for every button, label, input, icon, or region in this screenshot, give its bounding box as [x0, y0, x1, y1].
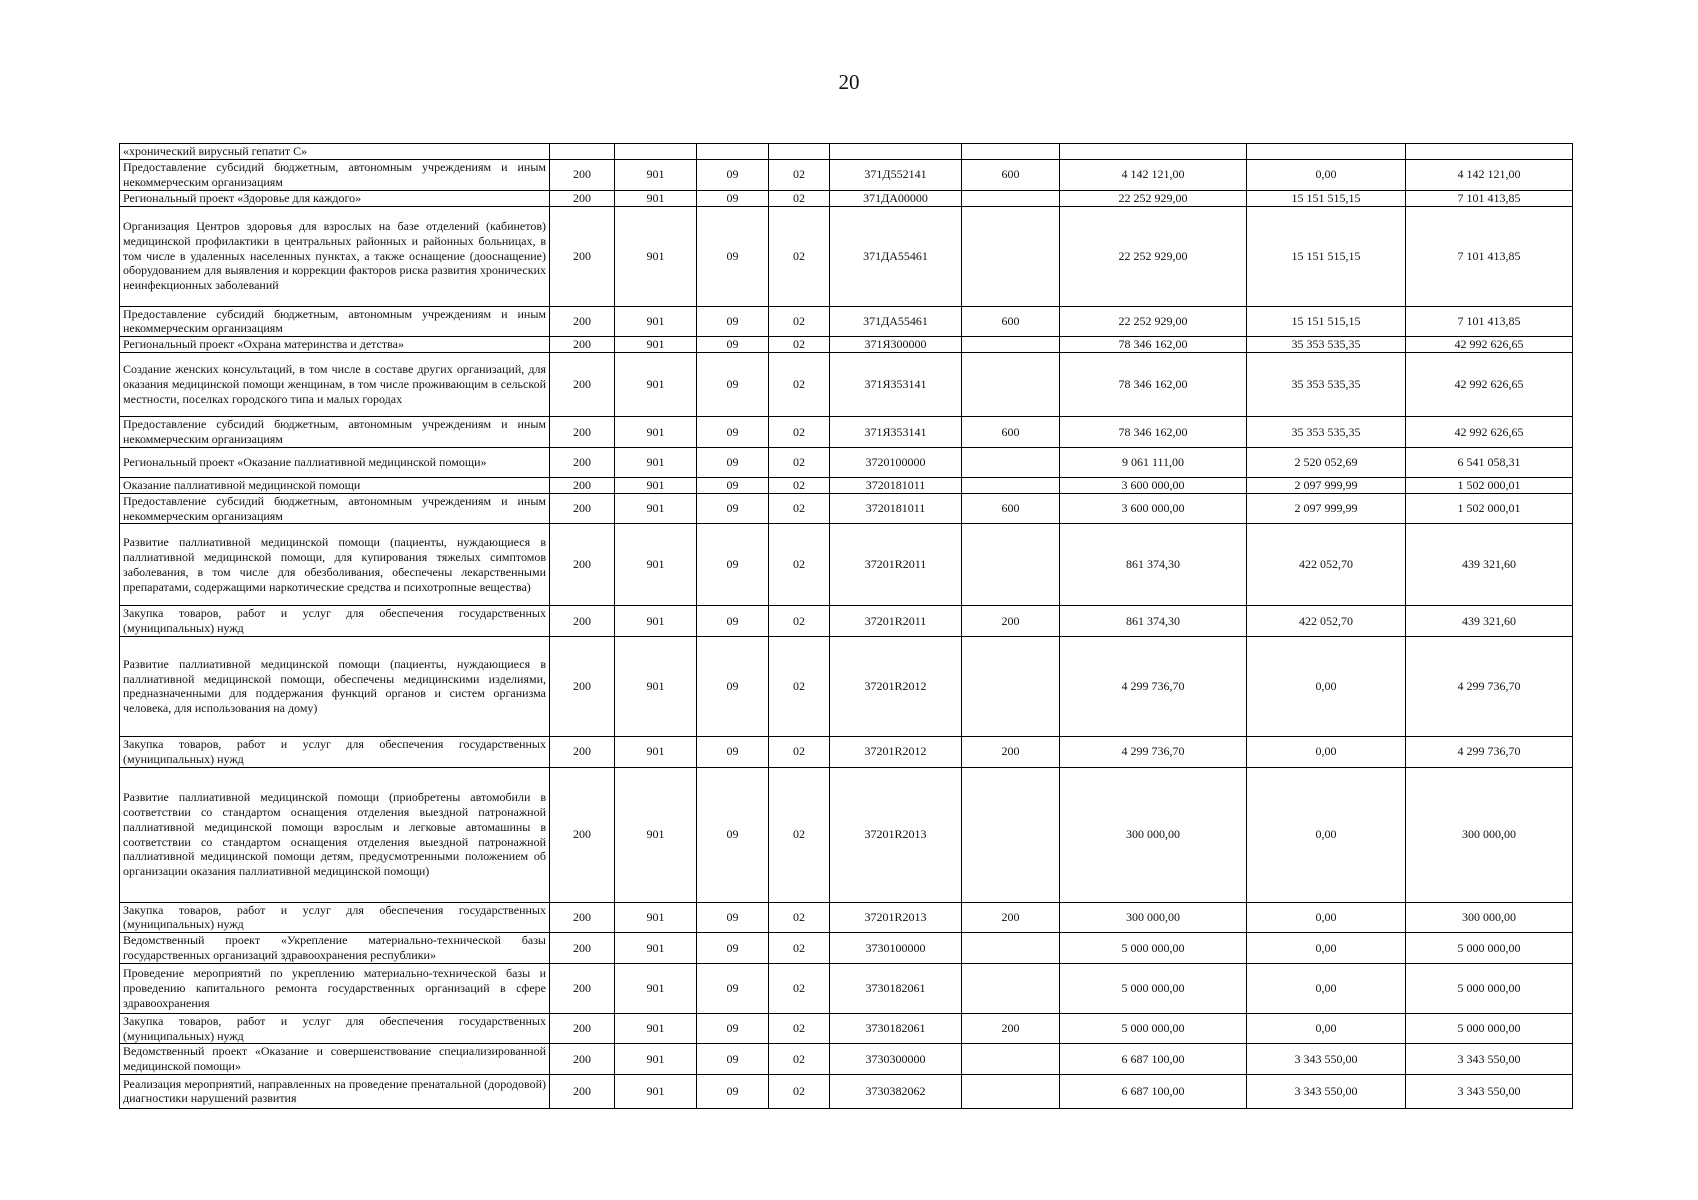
row-federal: 0,00	[1247, 933, 1406, 964]
row-csr: 37201R2013	[830, 902, 962, 933]
row-gbs: 200	[550, 1044, 615, 1075]
row-csr: 371Я353141	[830, 417, 962, 448]
row-regional: 42 992 626,65	[1406, 417, 1573, 448]
row-pr: 02	[769, 206, 830, 306]
row-gbs: 200	[550, 902, 615, 933]
row-federal: 0,00	[1247, 636, 1406, 736]
row-csr: 3730382062	[830, 1074, 962, 1108]
row-name: Реализация мероприятий, направленных на проведение пренатальной (дородовой) диагностики нарушений развития	[120, 1074, 550, 1108]
row-federal: 0,00	[1247, 767, 1406, 902]
row-name: Ведомственный проект «Оказание и совершенствование специализированной медицинской помощи»	[120, 1044, 550, 1075]
row-total: 78 346 162,00	[1060, 353, 1247, 417]
row-vr: 600	[962, 417, 1060, 448]
row-ved: 901	[615, 160, 697, 191]
table-row	[120, 1013, 1573, 1044]
row-total: 861 374,30	[1060, 606, 1247, 637]
row-gbs: 200	[550, 767, 615, 902]
row-name: Региональный проект «Здоровье для каждого»	[120, 190, 550, 206]
row-vr	[962, 190, 1060, 206]
row-csr: 371Я353141	[830, 353, 962, 417]
row-regional: 7 101 413,85	[1406, 206, 1573, 306]
table-row	[120, 337, 1573, 353]
row-total: 5 000 000,00	[1060, 963, 1247, 1013]
row-csr: 371ДА00000	[830, 190, 962, 206]
row-ved: 901	[615, 767, 697, 902]
row-ved: 901	[615, 337, 697, 353]
row-federal: 0,00	[1247, 1013, 1406, 1044]
row-total: 6 687 100,00	[1060, 1044, 1247, 1075]
row-ved: 901	[615, 417, 697, 448]
row-ved: 901	[615, 1013, 697, 1044]
table-row	[120, 306, 1573, 337]
row-federal	[1247, 144, 1406, 160]
row-csr: 371Д552141	[830, 160, 962, 191]
row-vr	[962, 206, 1060, 306]
row-rz: 09	[697, 963, 769, 1013]
row-gbs: 200	[550, 493, 615, 524]
row-rz: 09	[697, 1074, 769, 1108]
page-number: 20	[838, 70, 860, 94]
table-row	[120, 636, 1573, 736]
table-row	[120, 190, 1573, 206]
row-pr: 02	[769, 933, 830, 964]
row-pr	[769, 144, 830, 160]
row-name: Развитие паллиативной медицинской помощи (пациенты, нуждающиеся в паллиативной медицинской помощи, для купирования тяжелых симптомов заболевания, в том числе для обезболивания, обеспечены лекарственными препаратами, содержащими наркотические средства и психотропные вещества)	[120, 524, 550, 606]
row-total: 5 000 000,00	[1060, 1013, 1247, 1044]
table-row	[120, 902, 1573, 933]
row-pr: 02	[769, 767, 830, 902]
row-total: 300 000,00	[1060, 902, 1247, 933]
row-rz: 09	[697, 493, 769, 524]
budget-table	[119, 143, 1573, 1109]
row-vr	[962, 767, 1060, 902]
row-total: 78 346 162,00	[1060, 337, 1247, 353]
row-csr: 371ДА55461	[830, 306, 962, 337]
row-ved: 901	[615, 736, 697, 767]
row-rz: 09	[697, 767, 769, 902]
row-federal: 35 353 535,35	[1247, 337, 1406, 353]
row-regional: 42 992 626,65	[1406, 337, 1573, 353]
row-pr: 02	[769, 1044, 830, 1075]
row-vr	[962, 636, 1060, 736]
row-ved: 901	[615, 524, 697, 606]
row-regional: 3 343 550,00	[1406, 1074, 1573, 1108]
row-name: Оказание паллиативной медицинской помощи	[120, 477, 550, 493]
row-vr	[962, 337, 1060, 353]
row-rz: 09	[697, 337, 769, 353]
row-name: Организация Центров здоровья для взрослых на базе отделений (кабинетов) медицинской профилактики в центральных районных и районных больницах, в том числе в удаленных населенных пунктах, а также оснащение (дооснащение) оборудованием для выявления и коррекции факторов риска развития хронических неинфекционных заболеваний	[120, 206, 550, 306]
table-row	[120, 524, 1573, 606]
row-ved	[615, 144, 697, 160]
row-rz: 09	[697, 306, 769, 337]
table-row	[120, 1044, 1573, 1075]
row-vr: 200	[962, 1013, 1060, 1044]
row-regional: 4 142 121,00	[1406, 160, 1573, 191]
row-vr: 200	[962, 606, 1060, 637]
row-total: 861 374,30	[1060, 524, 1247, 606]
row-ved: 901	[615, 353, 697, 417]
row-vr: 600	[962, 160, 1060, 191]
row-vr	[962, 963, 1060, 1013]
row-regional: 1 502 000,01	[1406, 477, 1573, 493]
row-name: Развитие паллиативной медицинской помощи (приобретены автомобили в соответствии со стандартом оснащения отделения выездной патронажной паллиативной медицинской помощи взрослым и легковые автомашины в соответствии со стандартом оснащения отделения выездной патронажной паллиативной медицинской помощи детям, предусмотренными положением об организации оказания паллиативной медицинской помощи)	[120, 767, 550, 902]
row-name: Предоставление субсидий бюджетным, автономным учреждениям и иным некоммерческим организациям	[120, 417, 550, 448]
row-regional: 5 000 000,00	[1406, 933, 1573, 964]
row-regional: 7 101 413,85	[1406, 306, 1573, 337]
row-rz: 09	[697, 447, 769, 477]
row-csr: 37201R2013	[830, 767, 962, 902]
row-rz: 09	[697, 736, 769, 767]
row-regional: 4 299 736,70	[1406, 636, 1573, 736]
row-pr: 02	[769, 477, 830, 493]
row-pr: 02	[769, 902, 830, 933]
row-regional: 5 000 000,00	[1406, 963, 1573, 1013]
row-gbs: 200	[550, 447, 615, 477]
row-federal: 422 052,70	[1247, 524, 1406, 606]
row-csr: 3730182061	[830, 1013, 962, 1044]
row-name: «хронический вирусный гепатит С»	[120, 144, 550, 160]
row-regional: 6 541 058,31	[1406, 447, 1573, 477]
row-ved: 901	[615, 636, 697, 736]
row-name: Региональный проект «Охрана материнства и детства»	[120, 337, 550, 353]
row-csr: 37201R2012	[830, 736, 962, 767]
row-rz: 09	[697, 902, 769, 933]
row-vr	[962, 477, 1060, 493]
row-gbs: 200	[550, 963, 615, 1013]
row-gbs: 200	[550, 160, 615, 191]
row-gbs	[550, 144, 615, 160]
row-total: 3 600 000,00	[1060, 477, 1247, 493]
table-row	[120, 736, 1573, 767]
row-name: Создание женских консультаций, в том числе в составе других организаций, для оказания медицинской помощи женщинам, в том числе проживающим в сельской местности, поселках городского типа и малых городах	[120, 353, 550, 417]
row-vr	[962, 447, 1060, 477]
row-rz: 09	[697, 160, 769, 191]
row-regional: 42 992 626,65	[1406, 353, 1573, 417]
row-regional: 439 321,60	[1406, 606, 1573, 637]
row-regional	[1406, 144, 1573, 160]
row-ved: 901	[615, 306, 697, 337]
row-pr: 02	[769, 306, 830, 337]
row-vr	[962, 933, 1060, 964]
row-ved: 901	[615, 493, 697, 524]
row-name: Развитие паллиативной медицинской помощи (пациенты, нуждающиеся в паллиативной медицинской помощи, обеспечены медицинскими изделиями, предназначенными для поддержания функций органов и систем организма человека, для использования на дому)	[120, 636, 550, 736]
row-rz	[697, 144, 769, 160]
table-row	[120, 963, 1573, 1013]
row-total: 5 000 000,00	[1060, 933, 1247, 964]
row-name: Ведомственный проект «Укрепление материально-технической базы государственных организаций здравоохранения республики»	[120, 933, 550, 964]
row-gbs: 200	[550, 524, 615, 606]
table-row	[120, 1074, 1573, 1108]
row-csr: 371Я300000	[830, 337, 962, 353]
row-federal: 35 353 535,35	[1247, 417, 1406, 448]
table-body	[120, 144, 1573, 1109]
row-pr: 02	[769, 1074, 830, 1108]
row-vr: 600	[962, 306, 1060, 337]
row-vr	[962, 524, 1060, 606]
row-rz: 09	[697, 417, 769, 448]
row-regional: 5 000 000,00	[1406, 1013, 1573, 1044]
row-federal: 0,00	[1247, 160, 1406, 191]
row-pr: 02	[769, 493, 830, 524]
row-gbs: 200	[550, 417, 615, 448]
row-total: 22 252 929,00	[1060, 206, 1247, 306]
row-ved: 901	[615, 933, 697, 964]
table-row	[120, 477, 1573, 493]
row-federal: 2 520 052,69	[1247, 447, 1406, 477]
row-pr: 02	[769, 353, 830, 417]
row-rz: 09	[697, 524, 769, 606]
row-pr: 02	[769, 963, 830, 1013]
row-gbs: 200	[550, 1013, 615, 1044]
row-federal: 0,00	[1247, 902, 1406, 933]
row-federal: 15 151 515,15	[1247, 206, 1406, 306]
row-name: Проведение мероприятий по укреплению материально-технической базы и проведению капитального ремонта государственных организаций в сфере здравоохранения	[120, 963, 550, 1013]
row-pr: 02	[769, 160, 830, 191]
row-vr: 200	[962, 736, 1060, 767]
row-name: Предоставление субсидий бюджетным, автономным учреждениям и иным некоммерческим организациям	[120, 160, 550, 191]
row-rz: 09	[697, 1013, 769, 1044]
row-total	[1060, 144, 1247, 160]
row-regional: 7 101 413,85	[1406, 190, 1573, 206]
row-rz: 09	[697, 933, 769, 964]
row-regional: 300 000,00	[1406, 902, 1573, 933]
row-rz: 09	[697, 190, 769, 206]
row-rz: 09	[697, 636, 769, 736]
row-total: 300 000,00	[1060, 767, 1247, 902]
row-gbs: 200	[550, 206, 615, 306]
row-pr: 02	[769, 524, 830, 606]
row-gbs: 200	[550, 636, 615, 736]
row-federal: 15 151 515,15	[1247, 190, 1406, 206]
row-pr: 02	[769, 447, 830, 477]
row-pr: 02	[769, 337, 830, 353]
row-name: Региональный проект «Оказание паллиативной медицинской помощи»	[120, 447, 550, 477]
row-rz: 09	[697, 353, 769, 417]
row-total: 9 061 111,00	[1060, 447, 1247, 477]
row-federal: 0,00	[1247, 963, 1406, 1013]
row-gbs: 200	[550, 477, 615, 493]
row-federal: 2 097 999,99	[1247, 493, 1406, 524]
table-row	[120, 353, 1573, 417]
row-vr	[962, 353, 1060, 417]
row-name: Предоставление субсидий бюджетным, автономным учреждениям и иным некоммерческим организациям	[120, 306, 550, 337]
row-ved: 901	[615, 1044, 697, 1075]
row-ved: 901	[615, 206, 697, 306]
row-federal: 3 343 550,00	[1247, 1074, 1406, 1108]
table-row	[120, 144, 1573, 160]
row-name: Предоставление субсидий бюджетным, автономным учреждениям и иным некоммерческим организациям	[120, 493, 550, 524]
row-name: Закупка товаров, работ и услуг для обеспечения государственных (муниципальных) нужд	[120, 736, 550, 767]
row-regional: 1 502 000,01	[1406, 493, 1573, 524]
row-csr: 37201R2012	[830, 636, 962, 736]
row-gbs: 200	[550, 1074, 615, 1108]
row-csr: 3730100000	[830, 933, 962, 964]
row-ved: 901	[615, 477, 697, 493]
row-csr: 3720100000	[830, 447, 962, 477]
row-gbs: 200	[550, 190, 615, 206]
row-rz: 09	[697, 606, 769, 637]
row-total: 4 299 736,70	[1060, 736, 1247, 767]
row-regional: 3 343 550,00	[1406, 1044, 1573, 1075]
row-federal: 2 097 999,99	[1247, 477, 1406, 493]
row-rz: 09	[697, 206, 769, 306]
row-federal: 35 353 535,35	[1247, 353, 1406, 417]
row-pr: 02	[769, 1013, 830, 1044]
row-csr: 37201R2011	[830, 524, 962, 606]
row-total: 6 687 100,00	[1060, 1074, 1247, 1108]
row-regional: 4 299 736,70	[1406, 736, 1573, 767]
row-vr	[962, 1074, 1060, 1108]
row-name: Закупка товаров, работ и услуг для обеспечения государственных (муниципальных) нужд	[120, 1013, 550, 1044]
row-total: 3 600 000,00	[1060, 493, 1247, 524]
table-row	[120, 933, 1573, 964]
row-ved: 901	[615, 606, 697, 637]
row-vr	[962, 1044, 1060, 1075]
row-gbs: 200	[550, 337, 615, 353]
row-csr: 3730300000	[830, 1044, 962, 1075]
row-ved: 901	[615, 190, 697, 206]
row-csr	[830, 144, 962, 160]
row-regional: 300 000,00	[1406, 767, 1573, 902]
row-total: 22 252 929,00	[1060, 306, 1247, 337]
row-gbs: 200	[550, 606, 615, 637]
row-name: Закупка товаров, работ и услуг для обеспечения государственных (муниципальных) нужд	[120, 902, 550, 933]
table-row	[120, 447, 1573, 477]
row-gbs: 200	[550, 353, 615, 417]
row-name: Закупка товаров, работ и услуг для обеспечения государственных (муниципальных) нужд	[120, 606, 550, 637]
row-total: 22 252 929,00	[1060, 190, 1247, 206]
row-ved: 901	[615, 1074, 697, 1108]
row-total: 4 142 121,00	[1060, 160, 1247, 191]
row-rz: 09	[697, 1044, 769, 1075]
table-row	[120, 606, 1573, 637]
row-gbs: 200	[550, 306, 615, 337]
row-ved: 901	[615, 963, 697, 1013]
row-vr: 200	[962, 902, 1060, 933]
row-csr: 371ДА55461	[830, 206, 962, 306]
row-regional: 439 321,60	[1406, 524, 1573, 606]
row-pr: 02	[769, 417, 830, 448]
row-pr: 02	[769, 190, 830, 206]
row-total: 78 346 162,00	[1060, 417, 1247, 448]
table-row	[120, 767, 1573, 902]
row-pr: 02	[769, 736, 830, 767]
row-federal: 0,00	[1247, 736, 1406, 767]
row-gbs: 200	[550, 736, 615, 767]
row-csr: 3720181011	[830, 477, 962, 493]
row-rz: 09	[697, 477, 769, 493]
row-csr: 37201R2011	[830, 606, 962, 637]
table-row	[120, 493, 1573, 524]
row-total: 4 299 736,70	[1060, 636, 1247, 736]
row-vr	[962, 144, 1060, 160]
row-vr: 600	[962, 493, 1060, 524]
row-federal: 15 151 515,15	[1247, 306, 1406, 337]
table-row	[120, 206, 1573, 306]
row-ved: 901	[615, 447, 697, 477]
row-csr: 3720181011	[830, 493, 962, 524]
row-csr: 3730182061	[830, 963, 962, 1013]
row-pr: 02	[769, 636, 830, 736]
row-federal: 422 052,70	[1247, 606, 1406, 637]
row-gbs: 200	[550, 933, 615, 964]
row-federal: 3 343 550,00	[1247, 1044, 1406, 1075]
row-ved: 901	[615, 902, 697, 933]
table-row	[120, 160, 1573, 191]
row-pr: 02	[769, 606, 830, 637]
table-row	[120, 417, 1573, 448]
